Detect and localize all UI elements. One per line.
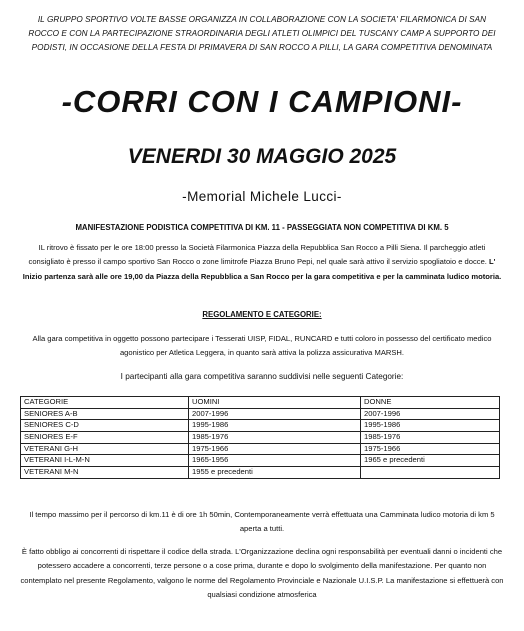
women-cell: 1975-1966 (361, 443, 500, 455)
category-cell: SENIORES C-D (21, 420, 189, 432)
men-cell: 1965-1956 (189, 455, 361, 467)
memorial-subtitle: -Memorial Michele Lucci- (182, 189, 342, 204)
meeting-text: IL ritrovo è fissato per le ore 18:00 presso la Società Filarmonica Piazza della Repubblica San Rocco a Pilli Siena. Il parcheggio atleti consigliato è presso il campo sportivo San Rocco o zone limitrofe Piazza Bruno Pepi, nel quale sarà attivo il servizio spogliatoio e docce. (28, 243, 490, 267)
women-cell: 1965 e precedenti (361, 455, 500, 467)
start-time-text: L' Inizio partenza sarà alle ore 19,00 da Piazza della Repubblica a San Rocco per la gara competitiva e per la camminata ludico motoria. (22, 257, 502, 281)
men-cell: 1955 e precedenti (189, 467, 361, 479)
category-cell: SENIORES E-F (21, 432, 189, 444)
men-cell: 1985-1976 (189, 432, 361, 444)
categories-intro: I partecipanti alla gara competitiva saranno suddivisi nelle seguenti Categorie: (120, 372, 404, 381)
category-cell: VETERANI G-H (21, 443, 189, 455)
table-row (21, 420, 500, 432)
table-row (21, 467, 500, 479)
liability-paragraph: È fatto obbligo ai concorrenti di rispettare il codice della strada. L'Organizzazione declina ogni responsabilità per eventuali danni o incidenti che potessero accadere a concorrenti, terze persone o a cose prima, durante e dopo lo svolgimento della manifestazione. Per quanto non contemplato nel presente Regolamento, valgono le norme del Regolamento Provinciale e Nazionale U.I.S.P. La manifestazione si effettuerà con qualsiasi condizione atmosferica (20, 547, 504, 599)
table-row (21, 455, 500, 467)
women-cell: 1995-1986 (361, 420, 500, 432)
men-cell: 1975-1966 (189, 443, 361, 455)
women-cell: 2007-1996 (361, 408, 500, 420)
category-cell: VETERANI M-N (21, 467, 189, 479)
max-time-paragraph: Il tempo massimo per il percorso di km.11 è di ore 1h 50min, Contemporaneamente verrà effettuata una Camminata ludico motoria di km 5 aperta a tutti. (29, 510, 495, 534)
categories-table (20, 396, 500, 479)
women-cell: 1985-1976 (361, 432, 500, 444)
header-cell: CATEGORIE (21, 397, 189, 409)
header-cell: UOMINI (189, 397, 361, 409)
header-cell: DONNE (361, 397, 500, 409)
men-cell: 2007-1996 (189, 408, 361, 420)
event-type-heading: MANIFESTAZIONE PODISTICA COMPETITIVA DI KM. 11 - PASSEGGIATA NON COMPETITIVA DI KM. 5 (75, 223, 449, 232)
table-header-row (21, 397, 500, 409)
category-cell: VETERANI I-L-M-N (21, 455, 189, 467)
table-row (21, 432, 500, 444)
table-row (21, 443, 500, 455)
intro-paragraph: IL GRUPPO SPORTIVO VOLTE BASSE ORGANIZZA IN COLLABORAZIONE CON LA SOCIETA' FILARMONICA DI SAN ROCCO E CON LA PARTECIPAZIONE STRAORDINARIA DEGLI ATLETI OLIMPICI DEL TUSCANY CAMP A SUPPORTO DEI PODISTI, IN OCCASIONE DELLA FESTA DI PRIMAVERA DI SAN ROCCO A PILLI, LA GARA COMPETITIVA DENOMINATA (28, 15, 496, 52)
table-row (21, 408, 500, 420)
women-cell (361, 467, 500, 479)
category-cell: SENIORES A-B (21, 408, 189, 420)
event-title: -CORRI CON I CAMPIONI- (61, 84, 463, 119)
eligibility-paragraph: Alla gara competitiva in oggetto possono partecipare i Tesserati UISP, FIDAL, RUNCARD e tutti coloro in possesso del certificato medico agonistico per Atletica Leggera, in quanto sarà attiva la polizza assicurativa MARSH. (32, 334, 492, 358)
meeting-paragraph (20, 241, 504, 284)
regulations-heading: REGOLAMENTO E CATEGORIE: (202, 310, 322, 319)
event-date: VENERDI 30 MAGGIO 2025 (127, 145, 397, 168)
men-cell: 1995-1986 (189, 420, 361, 432)
